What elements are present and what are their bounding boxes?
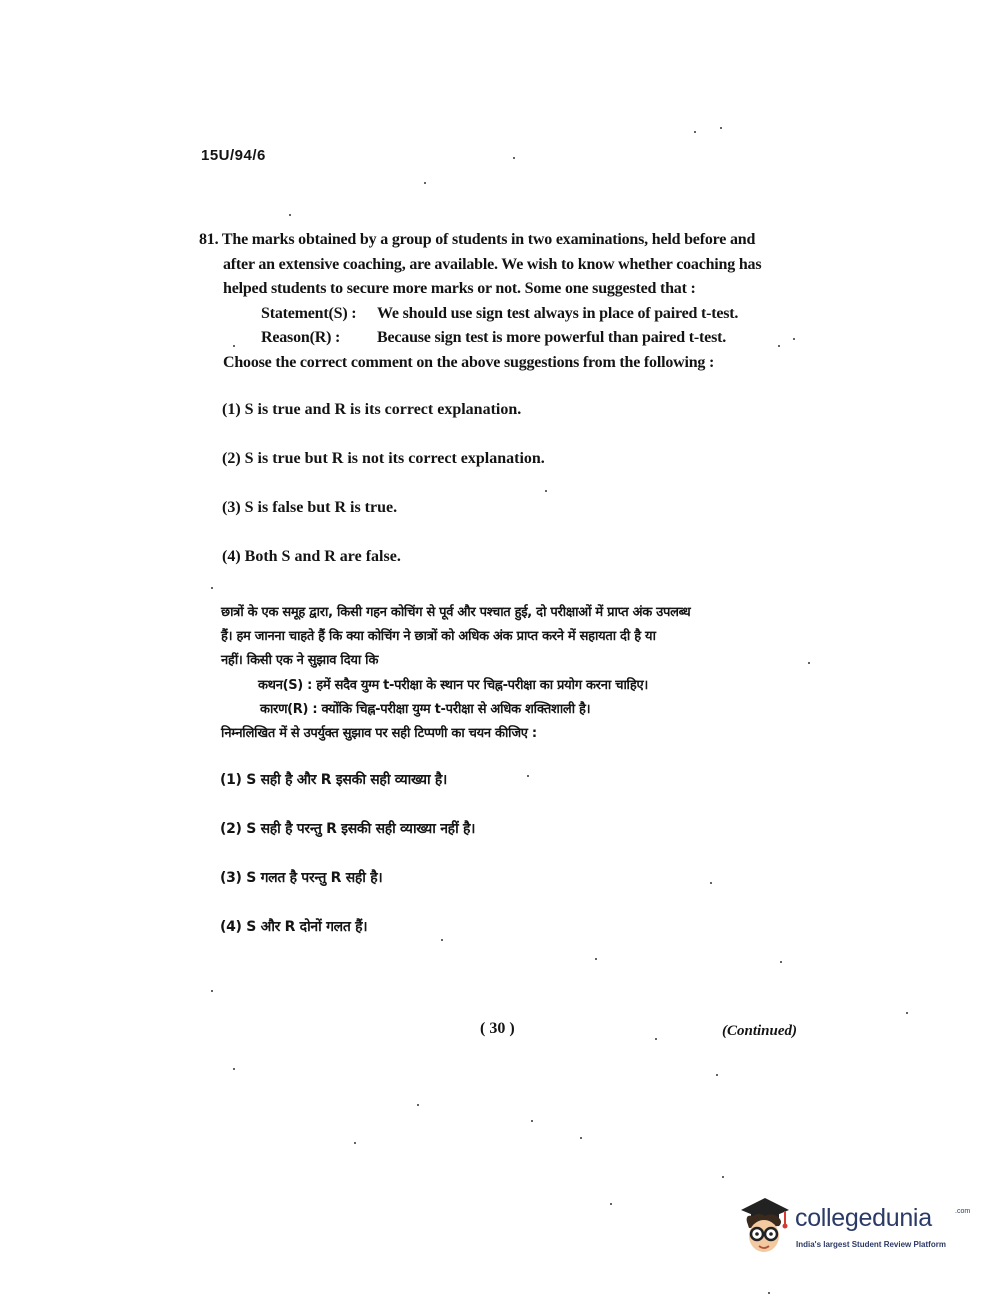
scan-speck <box>233 1068 235 1070</box>
hindi-choose: निम्नलिखित में से उपर्युक्त सुझाव पर सही टिप्पणी का चयन कीजिए : <box>221 726 537 741</box>
option-1-en: (1) S is true and R is its correct explanation. <box>222 401 522 418</box>
hindi-reason: कारण(R) : क्योंकि चिह्न-परीक्षा युग्म t-परीक्षा से अधिक शक्तिशाली है। <box>260 702 591 717</box>
option-3-en: (3) S is false but R is true. <box>222 499 398 516</box>
scan-speck <box>768 1292 770 1294</box>
collegedunia-logo <box>733 1196 971 1266</box>
scan-speck <box>441 939 443 941</box>
scan-speck <box>694 131 696 133</box>
scan-speck <box>580 1137 582 1139</box>
question-line-2: after an extensive coaching, are available. We wish to know whether coaching has <box>223 256 762 273</box>
question-line-3: helped students to secure more marks or not. Some one suggested that : <box>223 280 696 297</box>
hindi-line-3: नहीं। किसी एक ने सुझाव दिया कि <box>221 653 379 668</box>
scan-speck <box>610 1203 612 1205</box>
option-4-en: (4) Both S and R are false. <box>222 548 401 565</box>
scan-speck <box>527 775 529 777</box>
scan-speck <box>720 127 722 129</box>
scan-speck <box>531 1120 533 1122</box>
scan-speck <box>513 157 515 159</box>
question-number: 81. <box>199 231 219 248</box>
scan-speck <box>233 345 235 347</box>
scan-speck <box>545 490 547 492</box>
statement-text: We should use sign test always in place of paired t-test. <box>377 305 739 322</box>
reason-label: Reason(R) : <box>261 329 341 346</box>
scan-speck <box>808 662 810 664</box>
graduate-mascot-icon <box>733 1196 793 1262</box>
scan-speck <box>716 1074 718 1076</box>
question-text-1: The marks obtained by a group of students in two examinations, held before and <box>221 231 756 248</box>
scan-speck <box>417 1104 419 1106</box>
scan-speck <box>211 990 213 992</box>
scan-speck <box>289 214 291 216</box>
scan-speck <box>780 961 782 963</box>
paper-code: 15U/94/6 <box>201 147 266 164</box>
question-line-1 <box>199 231 755 249</box>
scan-speck <box>778 345 780 347</box>
continued-label: (Continued) <box>722 1023 798 1039</box>
scan-speck <box>211 587 213 589</box>
hindi-line-1: छात्रों के एक समूह द्वारा, किसी गहन कोचिंग से पूर्व और पश्चात हुई, दो परीक्षाओं में प्राप्त अंक उपलब्ध <box>221 605 691 620</box>
option-1-hi: (1) S सही है और R इसकी सही व्याख्या है। <box>220 772 448 788</box>
option-3-hi: (3) S गलत है परन्तु R सही है। <box>220 870 383 886</box>
option-2-hi: (2) S सही है परन्तु R इसकी सही व्याख्या नहीं है। <box>220 821 476 837</box>
hindi-line-2: हैं। हम जानना चाहते हैं कि क्या कोचिंग ने छात्रों को अधिक अंक प्राप्त करने में सहायता दी है या <box>221 629 656 644</box>
scan-speck <box>793 338 795 340</box>
statement-label: Statement(S) : <box>261 305 357 322</box>
scan-speck <box>710 882 712 884</box>
reason-text: Because sign test is more powerful than paired t-test. <box>377 329 727 346</box>
choose-instruction: Choose the correct comment on the above suggestions from the following : <box>223 354 715 371</box>
scan-speck <box>354 1142 356 1144</box>
scan-speck <box>722 1176 724 1178</box>
brand-tagline: India's largest Student Review Platform <box>796 1240 946 1249</box>
option-4-hi: (4) S और R दोनों गलत हैं। <box>220 919 368 935</box>
page-number: ( 30 ) <box>480 1020 515 1037</box>
option-2-en: (2) S is true but R is not its correct explanation. <box>222 450 545 467</box>
brand-suffix: .com <box>955 1208 971 1215</box>
scan-speck <box>424 182 426 184</box>
brand-name: collegedunia <box>795 1204 932 1232</box>
scan-speck <box>595 958 597 960</box>
scan-speck <box>906 1012 908 1014</box>
hindi-statement: कथन(S) : हमें सदैव युग्म t-परीक्षा के स्थान पर चिह्न-परीक्षा का प्रयोग करना चाहिए। <box>258 678 649 693</box>
scan-speck <box>655 1038 657 1040</box>
